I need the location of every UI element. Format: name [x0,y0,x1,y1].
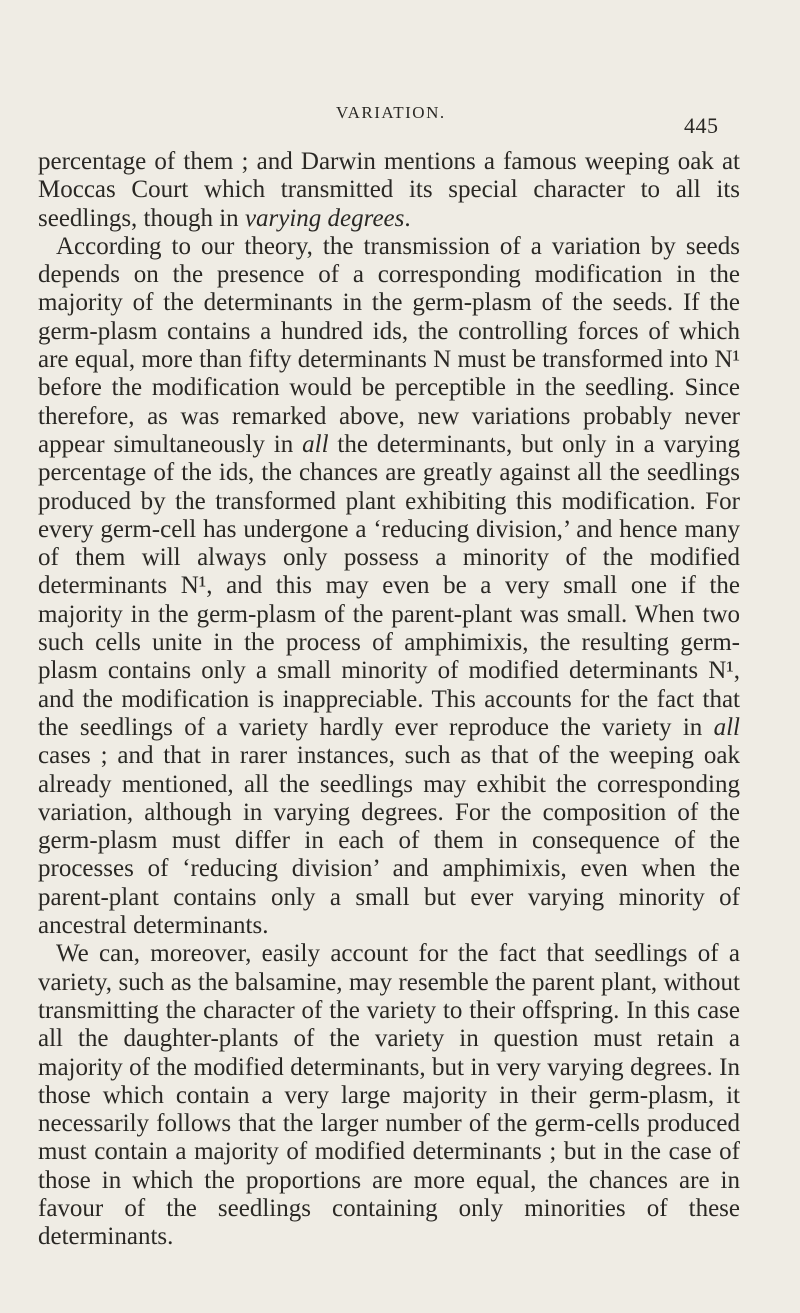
emphasis-text: all [713,713,740,741]
emphasis-text: varying degrees [244,204,405,232]
paragraph-continued [38,148,740,233]
text-run: . [404,204,411,232]
emphasis-text: all [302,430,329,458]
paragraph [38,940,740,1251]
text-run: cases ; and that in rarer instances, such as that of the weeping oak already mentioned, all the seedlings may exhibit the corresponding variation, although in varying degrees. For the composition of the germ-plasm must differ in each of them in consequence of the processes of ‘reducing division’ and amphimixis, even when the parent-plant contains only a small but ever varying minority of ancestral determinants. [38,742,740,940]
text-run: According to our theory, the transmission of a variation by seeds depends on the presence of a corresponding modification in the majority of the determinants in the germ-plasm of the seeds. If the germ-plasm contains a hundred ids, the controlling forces of which are equal, more than fifty determinants N must be transformed into N¹ before the modification would be perceptible in the seedling. Since therefore, as was remarked above, new variations probably never appear simultaneously in [38,232,740,458]
body-text [38,148,740,1252]
paragraph [38,233,740,940]
text-run: We can, moreover, easily account for the fact that seedlings of a variety, such as the balsamine, may resemble the parent plant, without transmitting the character of the variety to their offspring. In this case all the daughter-plants of the variety in question must retain a majority of the modified determinants, but in very varying degrees. In those which contain a very large majority in their germ-plasm, it necessarily follows that the larger number of the germ-cells produced must contain a majority of modified determinants ; but in the case of those in which the proportions are more equal, the chances are in favour of the seedlings containing only minorities of these determinants. [38,940,740,1251]
chapter-title: VARIATION. [336,103,446,122]
text-run: percentage of them ; and Darwin mentions a famous weeping oak at Moccas Court which transmitted its special character to all its seedlings, though in [38,148,740,232]
text-run: the determinants, but only in a varying percentage of the ids, the chances are greatly against all the seedlings produced by the transformed plant exhibiting this modification. For every germ-cell has undergone a ‘reducing division,’ and hence many of them will always only possess a minority of the modified determinants N¹, and this may even be a very small one if the majority in the germ-plasm of the parent-plant was small. When two such cells unite in the process of amphimixis, the resulting germ-plasm contains only a small minority of modified determinants N¹, and the modification is inappreciable. This accounts for the fact that the seedlings of a variety hardly ever reproduce the variety in [38,430,740,741]
page-number: 445 [684,113,719,138]
